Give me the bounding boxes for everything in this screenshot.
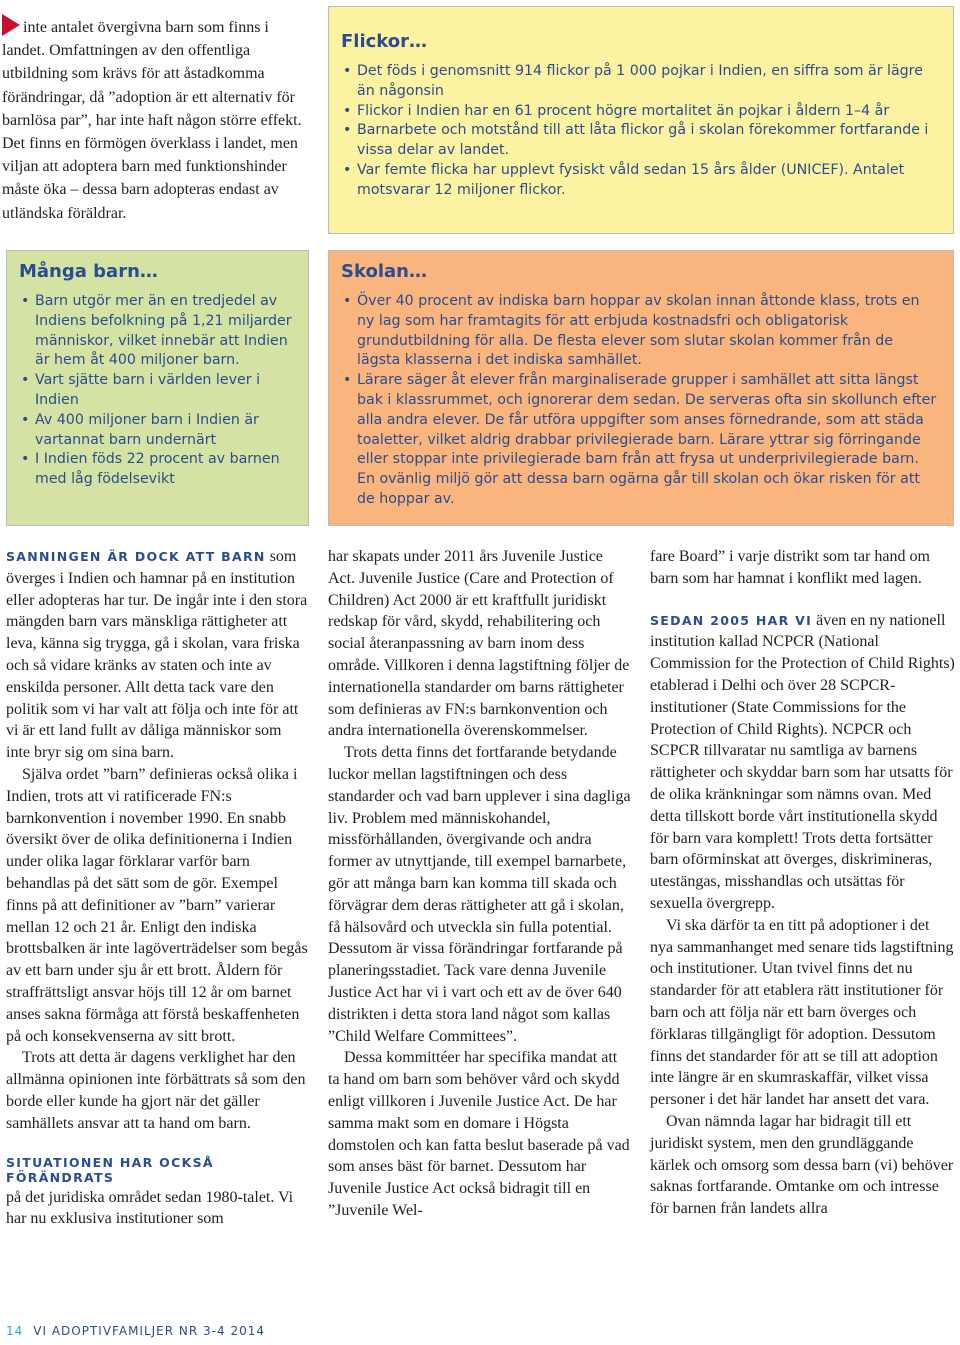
- fact-item: • Av 400 miljoner barn i Indien är vartannat barn undernärt: [19, 411, 296, 451]
- paragraph-text: även en ny nationell institution kallad NCPCR (National Commission for the Protection of Child Rights) etablerad i Delhi och över 28 SCPCR-institutioner (State Commissions for the Protection of Child Rights). NCPCR och SCPCR tillvaratar nu samtliga av barnens rättigheter och skyddar barn som har utsatts för de olika kränkningar som nämns ovan. Med detta tillskott borde vårt institutionella skydd för barn vara komplett! Trots detta fortsätter barn oförminskat att överges, diskrimineras, utestängas, misshandlas och utsättas för sexuella övergrepp.: [650, 611, 955, 912]
- article-paragraph: [650, 610, 955, 915]
- article-column-2: [328, 546, 632, 1222]
- article-paragraph: Ovan nämnda lagar har bidragit till ett juridiskt system, men den grundläggande kärlek och omsorg som dessa barn (vi) behöver saknas fortfarande. Omtanke om och intresse för barnen från landets allra: [650, 1112, 954, 1218]
- article-paragraph: Själva ordet ”barn” definieras också olika i Indien, trots att vi ratificerade FN:s barnkonvention i november 1990. En snabb översikt över de olika definitionerna i Indien under olika lagar förklarar varför barn behandlas på det sätt som de gör. Exempel finns på att definitioner av ”barn” varierar mellan 12 och 21 år. Enligt den indiska brottsbalken är inte lagöverträdelser som begås av ett barn under sju år ett brott. Åldern för straffrättsligt ansvar höjs till 12 år om barnet anses sakna förmåga att förstå beskaffenheten på och konsekvenserna av sitt brott.: [6, 765, 308, 1045]
- fact-item: • Över 40 procent av indiska barn hoppar av skolan innan åttonde klass, trots en ny lag som har framtagits för att erbjuda kostnadsfri och obligatorisk grundutbildning för alla. De flesta elever som slutar skolan kommer från de lägsta klasserna i det indiska samhället.: [341, 292, 939, 371]
- arrow-icon: [2, 14, 20, 36]
- intro-paragraph-text: inte antalet övergivna barn som finns i landet. Omfattningen av den offentliga utbildning som krävs för att åstadkomma förändringar, då ”adoption är ett alternativ för barnlösa par”, har inte haft någon större effekt. Det finns en förmögen överklass i landet, men viljan att adoptera barn med funktionshinder måste öka – dessa barn adopteras endast av utländska föräldrar.: [2, 19, 302, 222]
- fact-item: • Vart sjätte barn i världen lever i Indien: [19, 371, 296, 411]
- fact-list: [341, 292, 939, 510]
- article-paragraph: Vi ska därför ta en titt på adoptioner i det nya sammanhanget med senare tids lagstiftning och institutioner. Utan tvivel finns det nu standarder för att etablera rätt institutioner för barn och att följa när ett barn överges och förklaras tillgängligt för adoption. Dessutom finns det standarder för att se till att adoption inte längre är en skumraskaffär, vilket vissa personer i det här landet har ansett det vara.: [650, 916, 954, 1109]
- article-paragraph: på det juridiska området sedan 1980-talet. Vi har nu exklusiva institutioner som: [6, 1188, 294, 1228]
- fact-list: [19, 292, 296, 490]
- article-paragraph: Dessa kommittéer har specifika mandat att ta hand om barn som behöver vård och skydd enligt villkoren i Juvenile Justice Act. De har samma makt som en domare i Högsta domstolen och kan fatta beslut baserade på vad som anses bäst för barnet. Dessutom har Juvenile Justice Act också bidragit till en ”Juvenile Wel-: [328, 1049, 630, 1219]
- fact-list: [341, 62, 939, 201]
- page-footer: [6, 1324, 265, 1338]
- article-paragraph: fare Board” i varje distrikt som tar hand om barn som har hamnat i konflikt med lagen.: [650, 548, 930, 587]
- fact-box-flickor: [328, 6, 954, 234]
- article-paragraph: Trots att detta är dagens verklighet har den allmänna opinionen inte förbättrats så som den borde eller kunde ha gjort när det gäller samhällets ansvar att ta hand om barn.: [6, 1049, 306, 1132]
- article-column-3: [650, 546, 955, 1220]
- fact-item: • I Indien föds 22 procent av barnen med låg födelsevikt: [19, 450, 296, 490]
- fact-box-title: Många barn…: [19, 261, 158, 282]
- section-heading: SITUATIONEN HAR OCKSÅ FÖRÄNDRATS: [6, 1154, 214, 1185]
- fact-box-title: Flickor…: [341, 31, 428, 52]
- fact-item: • Flickor i Indien har en 61 procent högre mortalitet än pojkar i åldern 1–4 år: [341, 102, 939, 122]
- fact-item: • Barnarbete och motstånd till att låta flickor gå i skolan förekommer fortfarande i vissa delar av landet.: [341, 121, 939, 161]
- fact-item: • Lärare säger åt elever från marginaliserade grupper i samhället att sitta längst bak i klassrummet, och ignorerar dem sedan. De serveras ofta sin skollunch efter alla andra elever. De får utföra uppgifter som anses förnedrande, som att städa toaletter, vilket aldrig drabbar privilegierade barn. Lärare yttrar sig förringande eller stoppar inte privilegierade barn från att frysa ut underprivilegierade barn. En ovänlig miljö gör att dessa barn ogärna går till skolan och ökar risken för att de hoppar av.: [341, 371, 939, 510]
- article-paragraph: Trots detta finns det fortfarande betydande luckor mellan lagstiftningen och dess standarder och vad barn upplever i sina dagliga liv. Problem med människohandel, missförhållanden, övergivande och andra former av utnyttjande, till exempel barnarbete, gör att många barn kan komma till skada och förvägrar dem deras rättigheter att gå i skolan, få hälsovård och utveckla sin fulla potential. Dessutom är vissa förändringar fortfarande på planeringsstadiet. Tack vare denna Juvenile Justice Act har vi i vart och ett av de över 640 distrikten i detta stora land något som kallas ”Child Welfare Committees”.: [328, 744, 631, 1045]
- article-paragraph: [6, 546, 308, 764]
- fact-box-skolan: [328, 250, 954, 526]
- fact-item: • Barn utgör mer än en tredjedel av Indiens befolkning på 1,21 miljarder människor, vilket innebär att Indien är hem åt 400 miljoner barn.: [19, 292, 296, 371]
- lead-in: SANNINGEN ÄR DOCK ATT BARN: [6, 549, 266, 564]
- article-paragraph: har skapats under 2011 års Juvenile Justice Act. Juvenile Justice (Care and Protection of Children) Act 2000 är ett kraftfullt juridiskt redskap för vård, skydd, rehabilitering och social återanpassning av barn inom dess område. Villkoren i denna lagstiftning följer de internationella standarder om barns rättigheter som definieras av FN:s barnkonvention och andra internationella överenskommelser.: [328, 548, 630, 740]
- intro-text: [2, 14, 307, 225]
- fact-box-manga-barn: [6, 250, 309, 526]
- fact-item: • Det föds i genomsnitt 914 flickor på 1 000 pojkar i Indien, en siffra som är lägre än någonsin: [341, 62, 939, 102]
- fact-item: • Var femte flicka har upplevt fysiskt våld sedan 15 års ålder (UNICEF). Antalet motsvarar 12 miljoner flickor.: [341, 161, 939, 201]
- intro-paragraph: [2, 14, 307, 225]
- section-heading: SEDAN 2005 HAR VI: [650, 612, 813, 628]
- page-number: 14: [6, 1324, 24, 1338]
- paragraph-text: som överges i Indien och hamnar på en institution eller adopteras har tur. De ingår inte i den stora mängden barn vars mänskliga rättigheter att leva, känna sig trygga, gå i skolan, vara friska och så vidare kränks av staten och inte av enskilda personer. Allt detta tack vare den politik som vi har valt att följa och inte för att vi är ett land fullt av dåliga människor som inte bryr sig om sina barn.: [6, 548, 308, 762]
- magazine-name: VI ADOPTIVFAMILJER NR 3-4 2014: [33, 1324, 265, 1338]
- article-column-1: [6, 546, 308, 1230]
- fact-box-title: Skolan…: [341, 261, 427, 282]
